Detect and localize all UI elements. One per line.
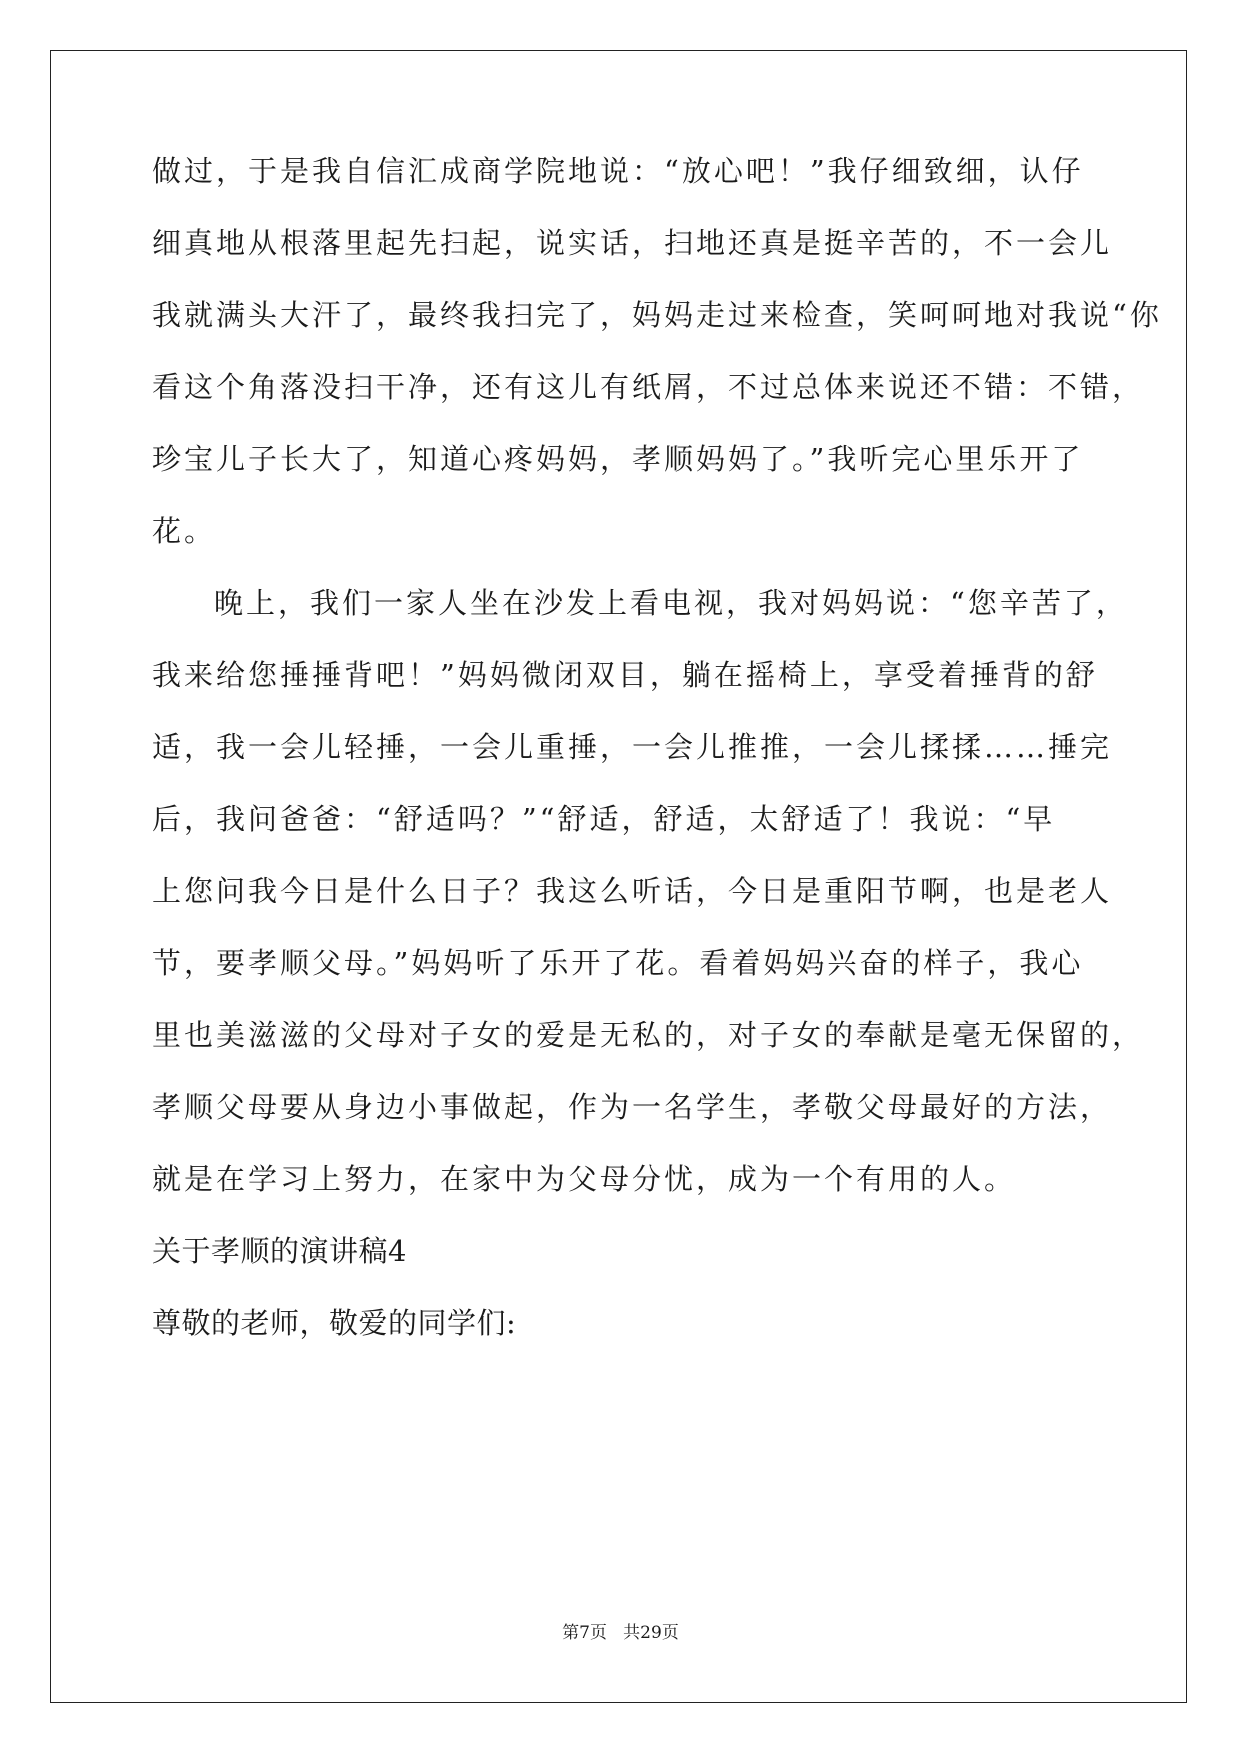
- page-number-footer: 第7页 共29页: [562, 1623, 679, 1643]
- text-line: 看这个角落没扫干净，还有这儿有纸屑，不过总体来说还不错：不错，: [152, 370, 1145, 404]
- text-line: 里也美滋滋的父母对子女的爱是无私的，对子女的奉献是毫无保留的，: [152, 1018, 1145, 1052]
- text-line: 我就满头大汗了，最终我扫完了，妈妈走过来检查，笑呵呵地对我说“你: [152, 298, 1162, 332]
- text-line: 细真地从根落里起先扫起，说实话，扫地还真是挺辛苦的，不一会儿: [152, 226, 1113, 260]
- paragraph-start-line: 晚上，我们一家人坐在沙发上看电视，我对妈妈说：“您辛苦了，: [214, 586, 1128, 620]
- salutation: 尊敬的老师，敬爱的同学们:: [152, 1306, 517, 1340]
- text-line: 后，我问爸爸：“舒适吗？”“舒适，舒适，太舒适了！我说：“早: [152, 802, 1056, 836]
- text-line: 节，要孝顺父母。”妈妈听了乐开了花。看着妈妈兴奋的样子，我心: [152, 946, 1084, 980]
- text-line: 就是在学习上努力，在家中为父母分忧，成为一个有用的人。: [152, 1162, 1017, 1196]
- text-line: 上您问我今日是什么日子？我这么听话，今日是重阳节啊，也是老人: [152, 874, 1113, 908]
- section-heading: 关于孝顺的演讲稿4: [152, 1234, 407, 1268]
- text-line: 花。: [152, 514, 217, 548]
- text-line: 孝顺父母要从身边小事做起，作为一名学生，孝敬父母最好的方法，: [152, 1090, 1113, 1124]
- text-line: 珍宝儿子长大了，知道心疼妈妈，孝顺妈妈了。”我听完心里乐开了: [152, 442, 1084, 476]
- text-line: 我来给您捶捶背吧！”妈妈微闭双目，躺在摇椅上，享受着捶背的舒: [152, 658, 1098, 692]
- text-line: 适，我一会儿轻捶，一会儿重捶，一会儿推推，一会儿揉揉……捶完: [152, 730, 1113, 764]
- text-line: 做过，于是我自信汇成商学院地说：“放心吧！”我仔细致细，认仔: [152, 154, 1084, 188]
